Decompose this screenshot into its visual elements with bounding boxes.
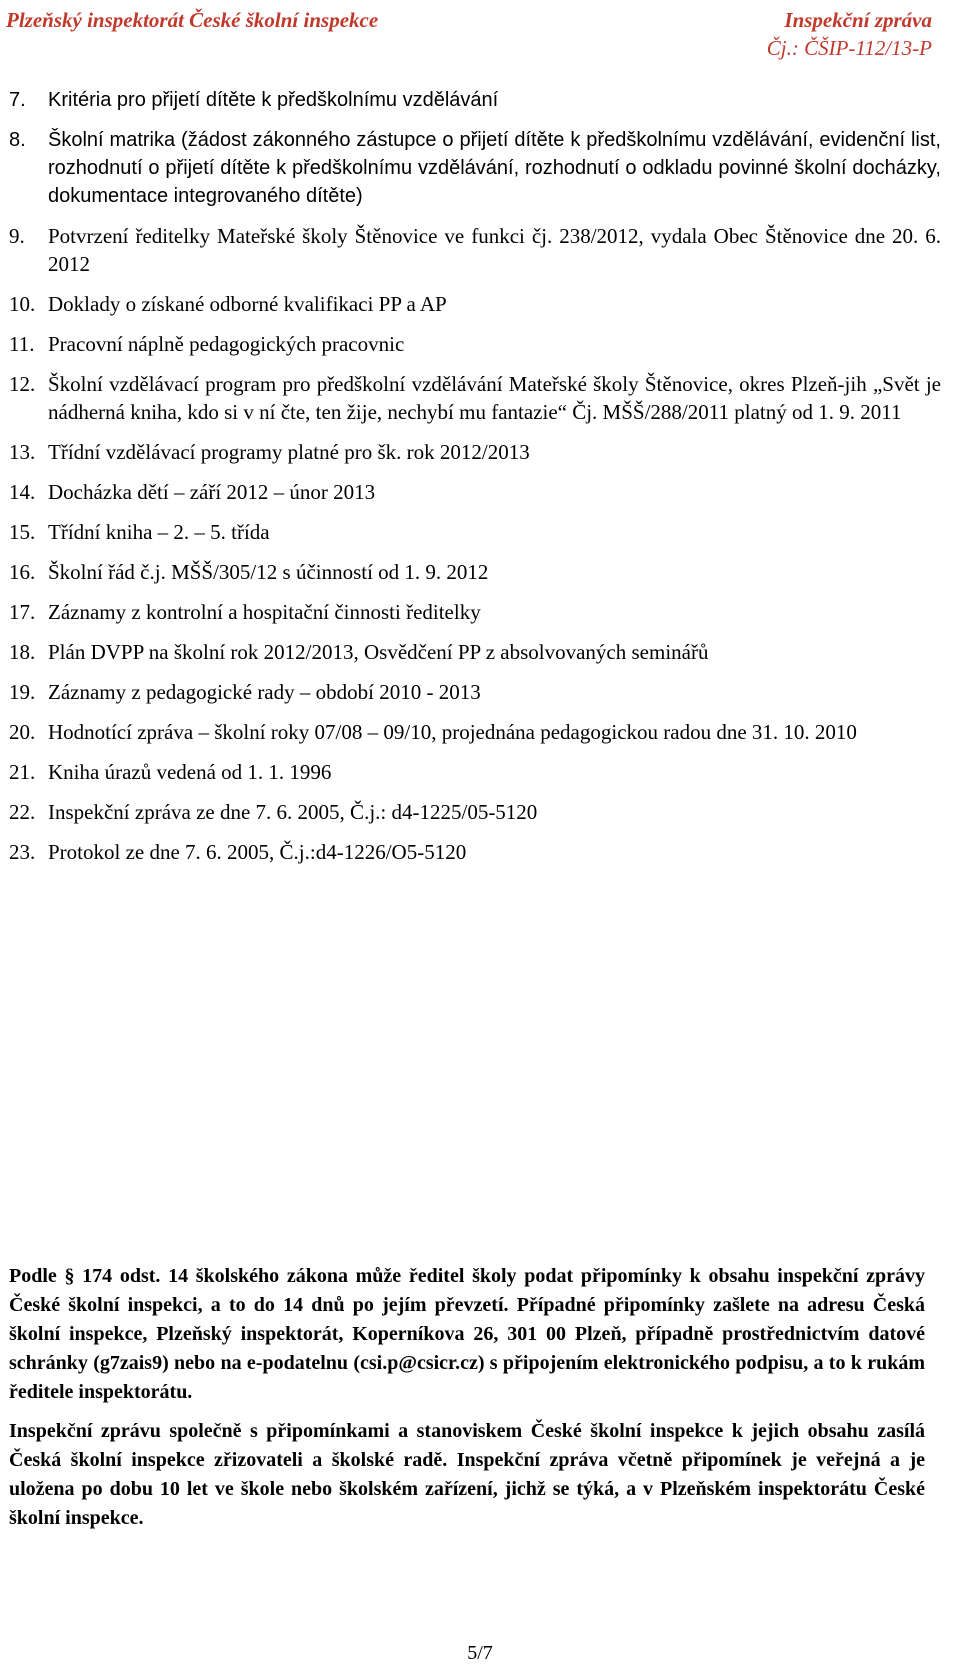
reference-number: Čj.: ČŠIP-112/13-P <box>766 36 932 60</box>
list-item-text: Záznamy z pedagogické rady – období 2010 - 2013 <box>48 680 481 704</box>
page-header <box>6 4 960 64</box>
list-item-number: 12. <box>9 372 36 396</box>
list-item-text: Inspekční zpráva ze dne 7. 6. 2005, Č.j.: d4-1225/05-5120 <box>48 800 538 824</box>
list-item-text: Potvrzení ředitelky Mateřské školy Štěnovice ve funkci čj. 238/2012, vydala Obec Štěnovice dne 20. 6. 2012 <box>48 224 941 276</box>
list-item-number: 22. <box>9 800 36 824</box>
list-item <box>9 598 941 626</box>
list-item <box>9 126 941 210</box>
list-item <box>9 838 941 866</box>
list-item-text: Doklady o získané odborné kvalifikaci PP a AP <box>48 292 447 316</box>
list-item <box>9 86 941 114</box>
list-item-text: Záznamy z kontrolní a hospitační činnosti ředitelky <box>48 600 481 624</box>
list-item-text: Školní matrika (žádost zákonného zástupce o přijetí dítěte k předškolnímu vzdělávání, evidenční list, rozhodnutí o přijetí dítěte k předškolnímu vzdělávání, rozhodnutí o odkladu povinné školní docházky, dokumentace integrovaného dítěte) <box>48 129 941 207</box>
list-item-number: 9. <box>9 224 25 248</box>
list-item-number: 15. <box>9 520 36 544</box>
list-item-text: Kniha úrazů vedená od 1. 1. 1996 <box>48 760 332 784</box>
list-item <box>9 558 941 586</box>
list-item <box>9 638 941 666</box>
list-item-text: Docházka dětí – září 2012 – únor 2013 <box>48 480 376 504</box>
list-item <box>9 798 941 826</box>
list-item <box>9 370 941 426</box>
list-item <box>9 478 941 506</box>
list-item-text: Školní vzdělávací program pro předškolní vzdělávání Mateřské školy Štěnovice, okres Plzeň-jih „Svět je nádherná kniha, kdo si v ní čte, ten žije, nechybí mu fantazie“ Čj. MŠŠ/288/2011 platný od 1. 9. 2011 <box>48 372 941 424</box>
list-item <box>9 758 941 786</box>
notice-paragraph: Podle § 174 odst. 14 školského zákona může ředitel školy podat připomínky k obsahu inspekční zprávy České školní inspekci, a to do 14 dnů po jejím převzetí. Případné připomínky zašlete na adresu Česká školní inspekce, Plzeňský inspektorát, Koperníkova 26, 301 00 Plzeň, případně prostřednictvím datové schránky (g7zais9) nebo na e-podatelnu (csi.p@csicr.cz) s připojením elektronického podpisu, a to k rukám ředitele inspektorátu. <box>9 1265 925 1403</box>
list-item <box>9 222 941 278</box>
list-item-text: Kritéria pro přijetí dítěte k předškolnímu vzdělávání <box>48 89 499 111</box>
list-item-number: 10. <box>9 292 36 316</box>
document-list <box>9 86 941 878</box>
page-number: 5/7 <box>467 1642 493 1664</box>
list-item <box>9 438 941 466</box>
list-item <box>9 290 941 318</box>
list-item-number: 20. <box>9 720 36 744</box>
list-item-text: Třídní kniha – 2. – 5. třída <box>48 520 270 544</box>
list-item-number: 19. <box>9 680 36 704</box>
list-item-number: 8. <box>9 129 26 151</box>
report-title: Inspekční zpráva <box>784 8 932 32</box>
list-item-text: Plán DVPP na školní rok 2012/2013, Osvědčení PP z absolvovaných seminářů <box>48 640 709 664</box>
notice-paragraph: Inspekční zprávu společně s připomínkami a stanoviskem České školní inspekce k jejich obsahu zasílá Česká školní inspekce zřizovateli a školské radě. Inspekční zpráva včetně připomínek je veřejná a je uložena po dobu 10 let ve škole nebo školském zařízení, jichž se týká, a v Plzeňském inspektorátu České školní inspekce. <box>9 1420 925 1529</box>
list-item <box>9 330 941 358</box>
list-item-number: 23. <box>9 840 36 864</box>
list-item-number: 14. <box>9 480 36 504</box>
list-item-number: 17. <box>9 600 36 624</box>
list-item <box>9 518 941 546</box>
list-item-text: Třídní vzdělávací programy platné pro šk. rok 2012/2013 <box>48 440 530 464</box>
list-item-number: 18. <box>9 640 36 664</box>
list-item-text: Školní řád č.j. MŠŠ/305/12 s účinností od 1. 9. 2012 <box>48 560 489 584</box>
list-item-text: Protokol ze dne 7. 6. 2005, Č.j.:d4-1226/O5-5120 <box>48 840 467 864</box>
list-item-number: 16. <box>9 560 36 584</box>
list-item <box>9 718 941 746</box>
list-item-number: 21. <box>9 760 36 784</box>
list-item-number: 11. <box>9 332 35 356</box>
list-item-text: Hodnotící zpráva – školní roky 07/08 – 09/10, projednána pedagogickou radou dne 31. 10. 2010 <box>48 720 857 744</box>
list-item <box>9 678 941 706</box>
inspectorate-title: Plzeňský inspektorát České školní inspekce <box>6 8 379 32</box>
list-item-number: 7. <box>9 89 26 111</box>
list-item-text: Pracovní náplně pedagogických pracovnic <box>48 332 405 356</box>
list-item-number: 13. <box>9 440 36 464</box>
